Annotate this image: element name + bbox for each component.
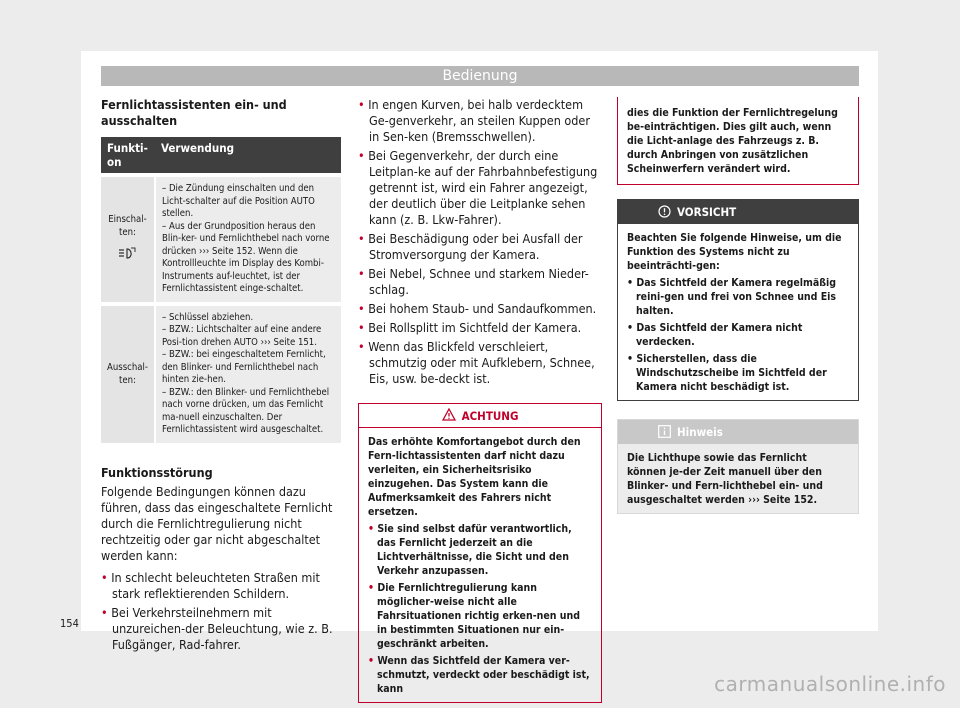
note-info-icon bbox=[658, 423, 671, 442]
warning-body bbox=[359, 428, 601, 702]
table-cell-usage bbox=[155, 177, 341, 302]
fault-title: Funktionsstörung bbox=[101, 464, 213, 480]
high-beam-assist-icon bbox=[107, 247, 148, 266]
warning-continuation-text: dies die Funktion der Fernlichtregelung be-einträchtigen. Dies gilt auch, wenn die Licht-anlage des Fahrzeugs z. B. durch Anbringen von zusätzlichen Scheinwerfern verändert wird. bbox=[627, 107, 838, 175]
function-label-off: Ausschal-ten: bbox=[107, 362, 148, 386]
list-item: • Sicherstellen, dass die Windschutzscheibe im Sichtfeld der Kamera nicht beschädigt ist. bbox=[627, 353, 827, 393]
caution-intro: Beachten Sie folgende Hinweise, um die Funktion des Systems nicht zu beeinträchti-gen: bbox=[627, 232, 842, 272]
list-item: • Bei hohem Staub- und Sandaufkommen. bbox=[358, 301, 597, 316]
list-item: • Bei Beschädigung oder bei Ausfall der Stromversorgung der Kamera. bbox=[358, 231, 583, 262]
usage-line: – BZW.: Lichtschalter auf eine andere Posi-tion drehen AUTO ››› Seite 151. bbox=[161, 324, 322, 348]
note-title: Hinweis bbox=[677, 425, 723, 439]
note-box bbox=[617, 419, 859, 514]
table-cell-function bbox=[101, 306, 155, 443]
list-item: • Die Fernlichtregulierung kann möglicher-weise nicht alle Fahrsituationen richtig erken-nen und in bestimmten Situationen nur ein-geschränkt arbeiten. bbox=[368, 582, 580, 650]
caution-box bbox=[617, 199, 859, 401]
usage-line: – Aus der Grundposition heraus den Blin-ker- und Fernlichthebel nach vorne drücken ››› Seite 152. Wenn die Kontrollleuchte im Display des Kombi-Instruments auf-leuchtet, ist der Fernlichtassistent einge-schaltet. bbox=[161, 220, 330, 294]
usage-line: – Die Zündung einschalten und den Licht-schalter auf die Position AUTO stellen. bbox=[161, 183, 315, 219]
watermark: carmanualsonline.info bbox=[714, 672, 946, 696]
caution-body bbox=[618, 224, 858, 400]
function-label-on: Einschal-ten: bbox=[108, 214, 147, 238]
table-cell-function bbox=[101, 177, 155, 302]
list-item: • Wenn das Sichtfeld der Kamera ver-schmutzt, verdeckt oder beschädigt ist, kann bbox=[368, 655, 590, 695]
note-body bbox=[618, 444, 858, 513]
list-item: • Das Sichtfeld der Kamera regelmäßig reini-gen und frei von Schnee und Eis halten. bbox=[627, 277, 837, 317]
caution-title: VORSICHT bbox=[677, 205, 737, 219]
note-page-reference[interactable]: ››› Seite 152. bbox=[748, 494, 818, 506]
section-header-title: Bedienung bbox=[442, 68, 518, 84]
list-item: • Bei Rollsplitt im Sichtfeld der Kamera. bbox=[358, 320, 582, 335]
table-row bbox=[101, 177, 341, 302]
usage-line: – BZW.: bei eingeschaltetem Fernlicht, den Blinker- und Fernlichthebel nach hinten zie-hen. bbox=[161, 349, 326, 385]
table-row bbox=[101, 306, 341, 443]
caution-header bbox=[618, 200, 858, 224]
list-item: • In engen Kurven, bei halb verdecktem Ge-genverkehr, an steilen Kuppen oder in Sen-ken (Bremsschwellen). bbox=[358, 97, 590, 144]
table-cell-usage bbox=[155, 306, 341, 443]
section-header-bar bbox=[101, 66, 859, 86]
table-header-function: Funkti-on bbox=[101, 137, 155, 173]
warning-intro: Das erhöhte Komfortangebot durch den Fern-lichtassistenten darf nicht dazu verleiten, ein Sicherheitsrisiko einzugehen. Das System kann die Aufmerksamkeit des Fahrers nicht ersetzen. bbox=[368, 436, 581, 518]
warning-continuation-box bbox=[617, 97, 859, 185]
warning-title: ACHTUNG bbox=[461, 408, 519, 423]
note-header bbox=[618, 420, 858, 444]
caution-info-icon bbox=[658, 203, 671, 222]
table-header-usage: Verwendung bbox=[155, 137, 341, 173]
table-header-row bbox=[101, 137, 341, 173]
function-table bbox=[101, 137, 341, 443]
section-title: Fernlichtassistenten ein- und ausschalten bbox=[101, 97, 287, 128]
list-item: • Bei Nebel, Schnee und starkem Nieder-schlag. bbox=[358, 266, 589, 297]
warning-triangle-icon bbox=[442, 406, 456, 425]
list-item: • Das Sichtfeld der Kamera nicht verdecken. bbox=[627, 322, 803, 348]
list-item: • In schlecht beleuchteten Straßen mit stark reflektierenden Schildern. bbox=[101, 569, 320, 601]
usage-line: – BZW.: den Blinker- und Fernlichthebel nach vorne drücken, um das Fernlicht ma-nuell einzuschalten. Der Fernlichtassistent wird ausgeschaltet. bbox=[161, 386, 330, 435]
fault-intro: Folgende Bedingungen können dazu führen, dass das eingeschaltete Fernlicht durch die Fernlichtregulierung nicht rechtzeitig oder gar nicht abgeschaltet werden kann: bbox=[101, 483, 333, 563]
list-item: • Wenn das Blickfeld verschleiert, schmutzig oder mit Aufklebern, Schnee, Eis, usw. be-deckt ist. bbox=[358, 339, 595, 386]
warning-header bbox=[359, 404, 601, 428]
page-number: 154 bbox=[60, 617, 79, 630]
warning-box bbox=[358, 403, 602, 703]
note-text: Die Lichthupe sowie das Fernlicht können je-der Zeit manuell über den Blinker- und Fern-lichthebel ein- und ausgeschaltet werden bbox=[627, 452, 823, 506]
usage-line: – Schlüssel abziehen. bbox=[161, 311, 254, 323]
list-item: • Sie sind selbst dafür verantwortlich, das Fernlicht jederzeit an die Lichtverhältnisse, die Sicht und den Verkehr anzupassen. bbox=[368, 523, 572, 577]
list-item: • Bei Verkehrsteilnehmern mit unzureichen-der Beleuchtung, wie z. B. Fußgänger, Rad-fahrer. bbox=[101, 604, 333, 652]
column-left bbox=[101, 97, 341, 653]
list-item: • Bei Gegenverkehr, der durch eine Leitplan-ke auf der Fahrbahnbefestigung getrennt ist, wird ein Fahrer angezeigt, der deutlich über die Leitplanke sehen kann (z. B. Lkw-Fahrer). bbox=[358, 148, 598, 227]
column-right bbox=[617, 97, 859, 514]
column-middle bbox=[358, 97, 602, 703]
